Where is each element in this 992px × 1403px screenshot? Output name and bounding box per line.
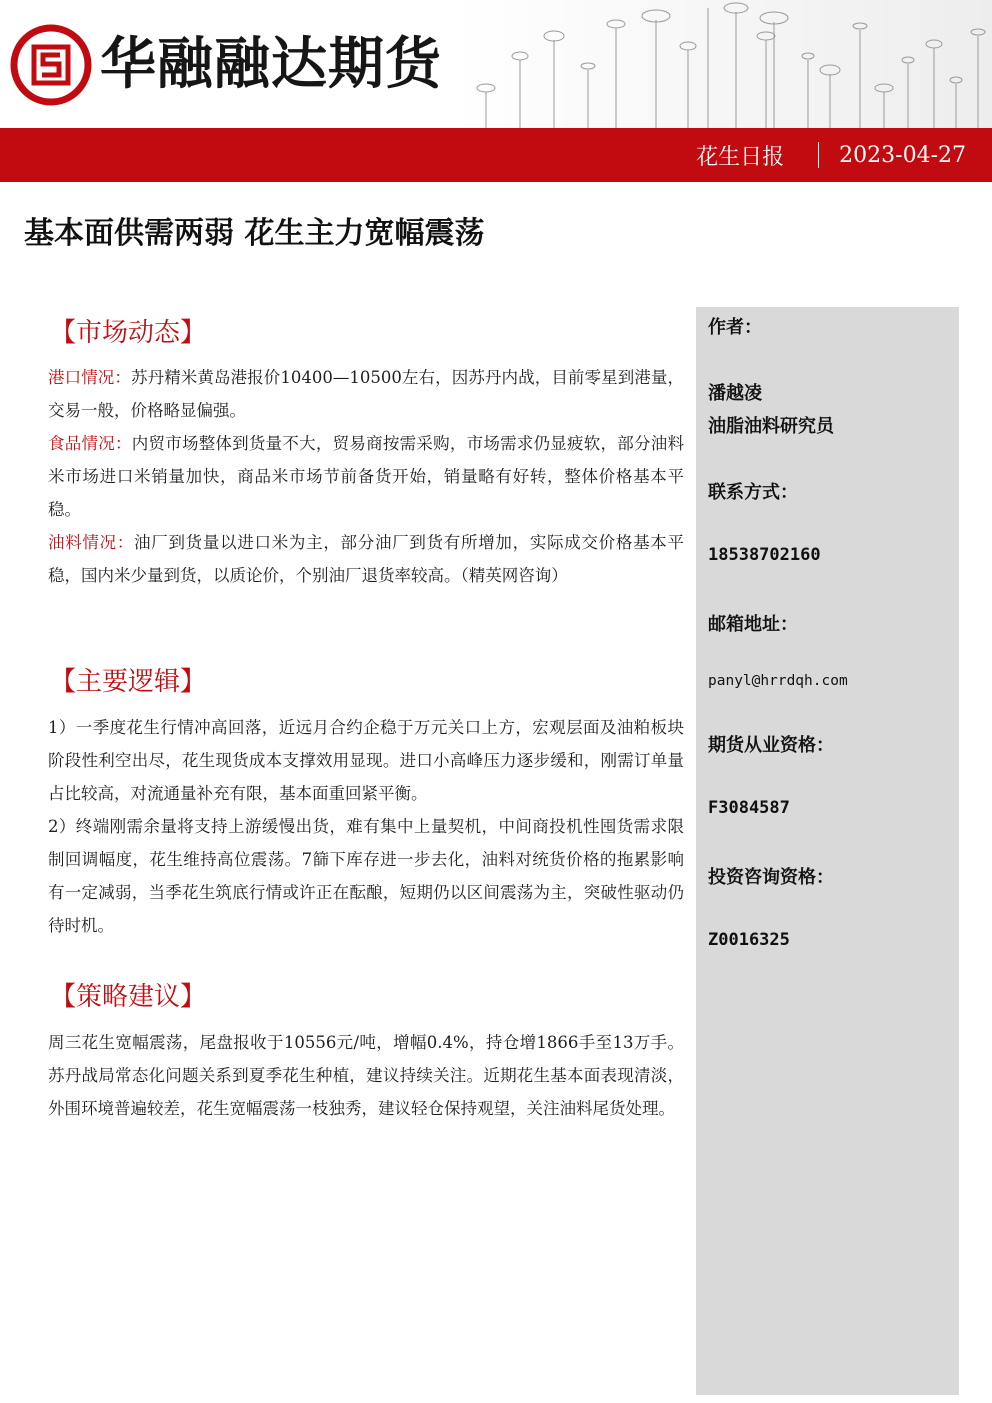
author-sidebar (696, 307, 959, 1395)
futures-qualification-number: F3084587 (708, 798, 790, 818)
header-decoration (456, 0, 992, 128)
header-divider (818, 142, 819, 168)
strategy-section (48, 972, 684, 1125)
report-date: 2023-04-27 (839, 142, 966, 168)
report-title: 基本面供需两弱 花生主力宽幅震荡 (24, 216, 485, 251)
market-section (48, 308, 684, 592)
author-title: 油脂油料研究员 (708, 416, 834, 437)
author-name: 潘越凌 (708, 383, 762, 404)
report-header (0, 0, 992, 182)
header-red-bar (0, 128, 992, 182)
email-address: panyl@hrrdqh.com (708, 673, 848, 689)
report-type: 花生日报 (696, 144, 785, 170)
advisory-qualification-number: Z0016325 (708, 930, 790, 950)
market-port-item (48, 361, 684, 427)
market-oil-item (48, 526, 684, 592)
company-logo-icon (10, 24, 92, 106)
logic-section (48, 657, 684, 942)
item-label: 港口情况： (48, 368, 131, 387)
item-label: 食品情况： (48, 434, 132, 453)
logic-paragraph: 1）一季度花生行情冲高回落，近远月合约企稳于万元关口上方，宏观层面及油粕板块阶段性利空出尽，花生现货成本支撑效用显现。进口小高峰压力逐步缓和，刚需订单量占比较高，对流通量补充有限，基本面重回紧平衡。 (48, 718, 684, 803)
strategy-heading: 【策略建议】 (50, 982, 207, 1012)
market-heading: 【市场动态】 (50, 318, 207, 348)
phone-number: 18538702160 (708, 545, 821, 565)
logic-paragraph: 2）终端刚需余量将支持上游缓慢出货，难有集中上量契机，中间商投机性囤货需求限制回调幅度，花生维持高位震荡。7篩下库存进一步去化，油料对统货价格的拖累影响有一定减弱，当季花生筑底行情或许正在酝酿，短期仍以区间震荡为主，突破性驱动仍待时机。 (48, 817, 684, 935)
company-brand-name: 华融融达期货 (100, 32, 442, 97)
item-text: 内贸市场整体到货量不大，贸易商按需采购，市场需求仍显疲软，部分油料米市场进口米销量加快，商品米市场节前备货开始，销量略有好转，整体价格基本平稳。 (48, 434, 685, 519)
strategy-paragraph: 周三花生宽幅震荡，尾盘报收于10556元/吨，增幅0.4%，持仓增1866手至13万手。苏丹战局常态化问题关系到夏季花生种植，建议持续关注。近期花生基本面表现清淡，外围环境普遍较差，花生宽幅震荡一枝独秀，建议轻仓保持观望，关注油料尾货处理。 (48, 1033, 684, 1118)
logic-heading: 【主要逻辑】 (50, 667, 207, 697)
author-label: 作者： (708, 317, 762, 338)
item-text: 油厂到货量以进口米为主，部分油厂到货有所增加，实际成交价格基本平稳，国内米少量到货，以质论价，个别油厂退货率较高。（精英网咨询） (48, 533, 685, 585)
market-food-item (48, 427, 684, 526)
item-text: 苏丹精米黄岛港报价10400—10500左右，因苏丹内战，目前零星到港量，交易一般，价格略显偏强。 (48, 368, 685, 420)
futures-qualification-label: 期货从业资格： (708, 735, 834, 756)
email-label: 邮箱地址： (708, 614, 798, 635)
advisory-qualification-label: 投资咨询资格： (708, 867, 834, 888)
item-label: 油料情况： (48, 533, 135, 552)
contact-label: 联系方式： (708, 482, 798, 503)
